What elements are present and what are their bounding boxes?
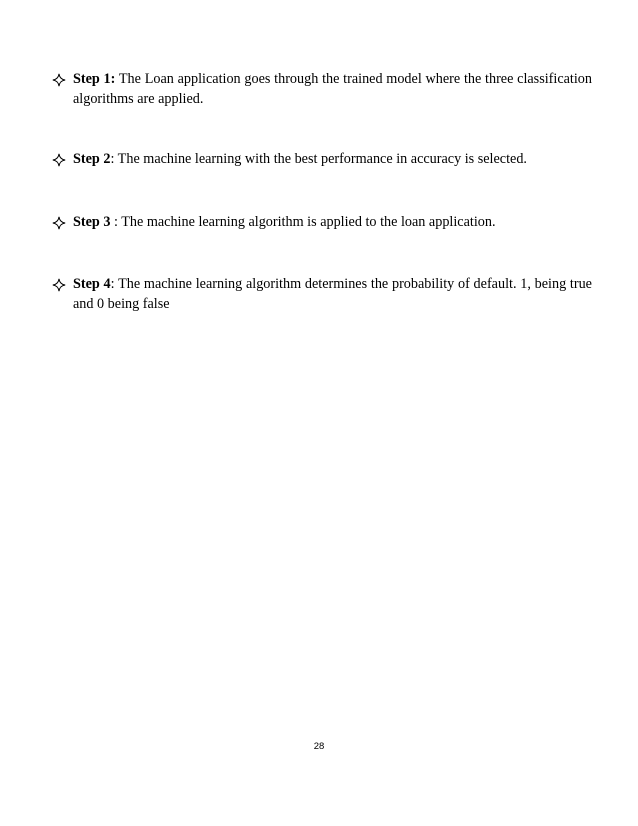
step-text: The Loan application goes through the trained model where the three classification algorithms are applied.: [73, 71, 592, 107]
page-number: 28: [313, 741, 325, 752]
four-pointed-star-outline-icon: [52, 153, 66, 167]
step-text: : The machine learning algorithm determines the probability of default. 1, being true and 0 being false: [73, 276, 592, 312]
step-body: [73, 213, 592, 233]
step-item-2: [52, 150, 592, 170]
step-body: [73, 275, 592, 314]
step-item-1: [52, 70, 592, 109]
four-pointed-star-outline-icon: [52, 278, 66, 292]
step-item-4: [52, 275, 592, 314]
step-text: : The machine learning with the best performance in accuracy is selected.: [110, 151, 527, 167]
step-item-3: [52, 213, 592, 233]
step-label: Step 1:: [73, 71, 116, 87]
four-pointed-star-outline-icon: [52, 216, 66, 230]
step-label: Step 4: [73, 276, 111, 292]
four-pointed-star-outline-icon: [52, 73, 66, 87]
step-label: Step 3: [73, 214, 111, 230]
step-body: [73, 70, 592, 109]
step-text: : The machine learning algorithm is applied to the loan application.: [110, 214, 496, 230]
step-body: [73, 150, 592, 170]
step-label: Step 2: [73, 151, 111, 167]
